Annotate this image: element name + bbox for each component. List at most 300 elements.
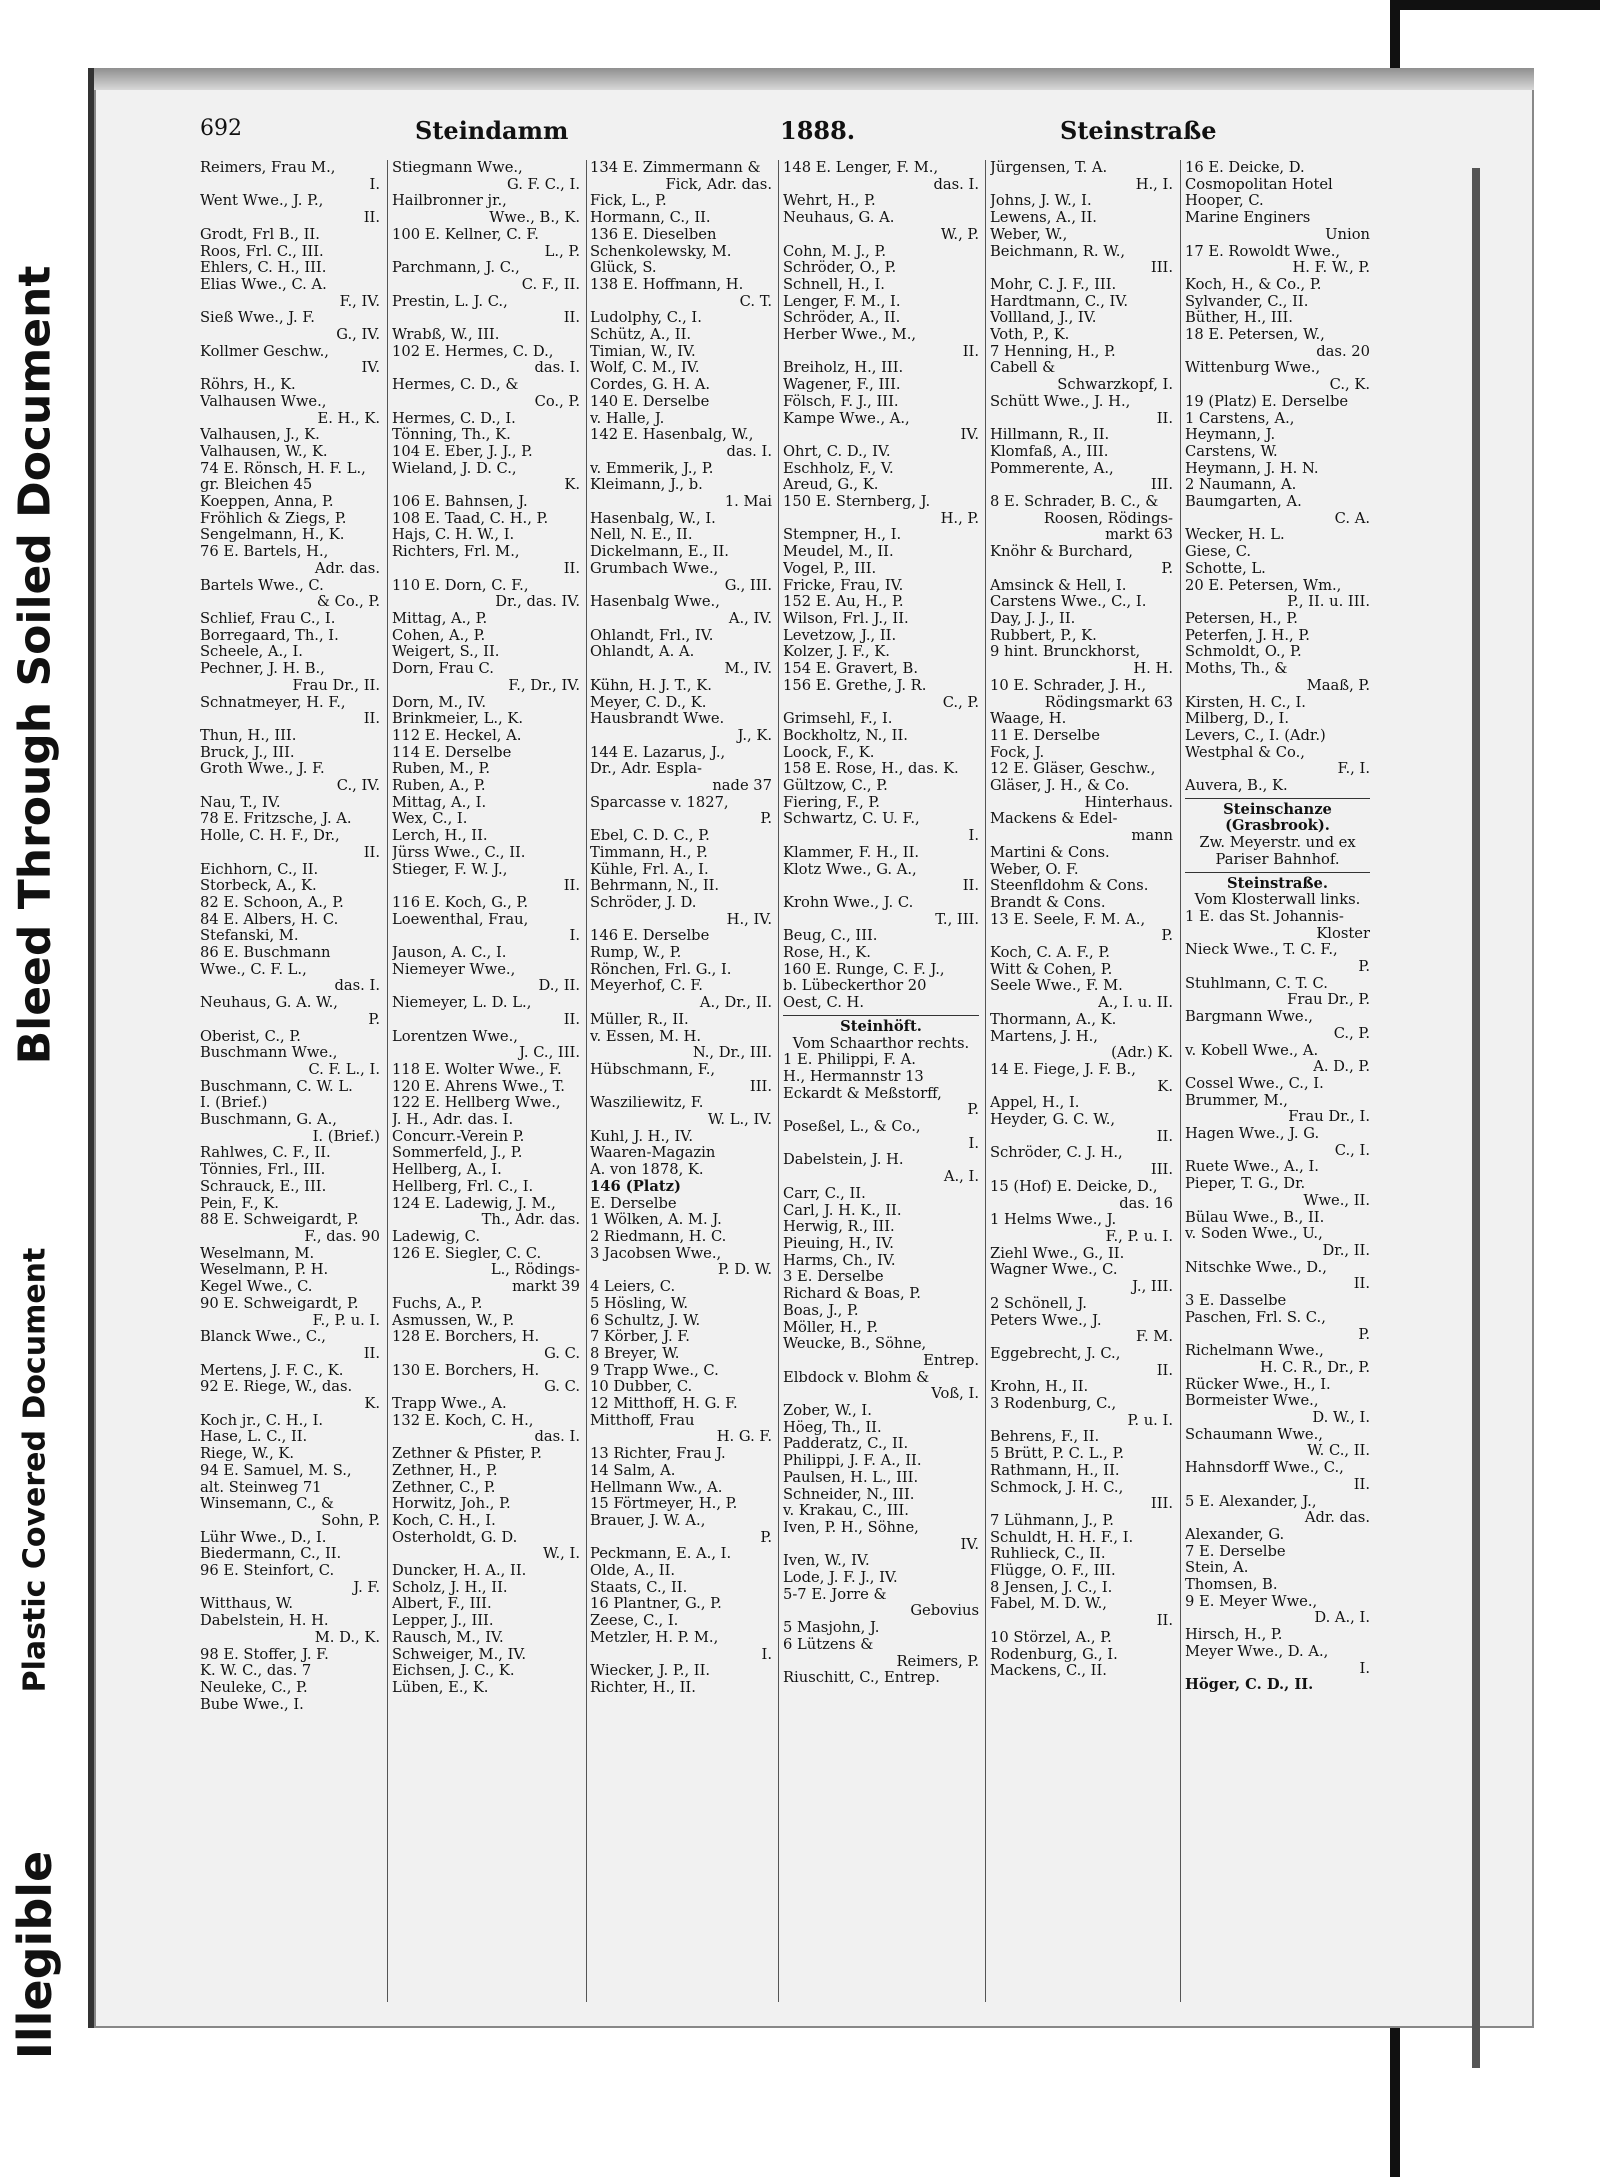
- directory-entry: 146 (Platz): [590, 1178, 681, 1195]
- directory-entry: Rump, W., P.: [590, 945, 682, 962]
- directory-entry: Kampe Wwe., A.,: [783, 410, 910, 427]
- directory-entry: Iven, P. H., Söhne,: [783, 1519, 919, 1536]
- directory-entry: Zethner, H., P.: [392, 1462, 498, 1479]
- directory-entry: Eichhorn, C., II.: [200, 861, 319, 878]
- entry-continuation: T., III.: [935, 911, 979, 928]
- directory-entry: Dabelstein, J. H.: [783, 1152, 904, 1169]
- directory-entry: Ludolphy, C., I.: [590, 310, 702, 327]
- entry-continuation: IV.: [361, 360, 380, 377]
- directory-entry: Mackens, C., II.: [990, 1663, 1107, 1680]
- column-rule: [387, 160, 388, 2002]
- entry-continuation: II.: [563, 1011, 580, 1028]
- directory-entry: Richard & Boas, P.: [783, 1286, 921, 1303]
- entry-continuation: II.: [363, 711, 380, 728]
- directory-entry: 2 Schönell, J.: [990, 1295, 1087, 1312]
- directory-entry: Schmock, J. H. C.,: [990, 1479, 1124, 1496]
- entry-continuation: C., P.: [1333, 1025, 1370, 1042]
- directory-entry: 5 Brütt, P. C. L., P.: [990, 1446, 1125, 1463]
- directory-entry: Hooper, C.: [1185, 193, 1264, 210]
- directory-entry: Stempner, H., I.: [783, 527, 902, 544]
- directory-entry: Elias Wwe., C. A.: [200, 276, 327, 293]
- directory-entry: Steenfldohm & Cons.: [990, 878, 1149, 895]
- entry-continuation: Adr. das.: [314, 560, 380, 577]
- directory-entry: Buschmann Wwe.,: [200, 1045, 338, 1062]
- entry-continuation: H., P.: [940, 510, 979, 527]
- entry-continuation: P.: [368, 1011, 380, 1028]
- directory-entry: Rücker Wwe., H., I.: [1185, 1376, 1331, 1393]
- directory-entry: Trapp Wwe., A.: [392, 1396, 507, 1413]
- directory-entry: 1 Helms Wwe., J.: [990, 1212, 1117, 1229]
- directory-entry: Alexander, G.: [1185, 1526, 1285, 1543]
- directory-entry: Heyder, G. C. W.,: [990, 1112, 1116, 1129]
- directory-entry: Petersen, H., P.: [1185, 610, 1298, 627]
- directory-entry: Hübschmann, F.,: [590, 1061, 716, 1078]
- entry-continuation: P.: [1161, 560, 1173, 577]
- directory-entry: Timmann, H., P.: [590, 844, 708, 861]
- directory-entry: Knöhr & Burchard,: [990, 544, 1133, 561]
- directory-entry: Waage, H.: [990, 711, 1067, 728]
- directory-entry: Peckmann, E. A., I.: [590, 1546, 732, 1563]
- entry-continuation: Hinterhaus.: [1084, 794, 1173, 811]
- directory-entry: Schnatmeyer, H. F.,: [200, 694, 346, 711]
- directory-entry: Vollland, J., IV.: [990, 310, 1097, 327]
- page-header: [200, 116, 1260, 156]
- entry-continuation: D. W., I.: [1312, 1410, 1370, 1427]
- directory-entry: Milberg, D., I.: [1185, 711, 1290, 728]
- directory-entry: 16 E. Deicke, D.: [1185, 160, 1305, 176]
- directory-entry: Weselmann, M.: [200, 1245, 315, 1262]
- directory-entry: 74 E. Rönsch, H. F. L.,: [200, 460, 366, 477]
- directory-entry: Schweiger, M., IV.: [392, 1646, 527, 1663]
- directory-entry: Ohrt, C. D., IV.: [783, 443, 891, 460]
- entry-continuation: C., K.: [1329, 377, 1370, 394]
- entry-continuation: A., Dr., II.: [699, 995, 772, 1012]
- directory-entry: Sieß Wwe., J. F.: [200, 310, 315, 327]
- page-number: 692: [200, 116, 242, 141]
- directory-entry: Niemeyer Wwe.,: [392, 961, 516, 978]
- entry-continuation: Rödingsmarkt 63: [1044, 694, 1173, 711]
- directory-entry: Hasenbalg, W., I.: [590, 510, 716, 527]
- directory-entry: Kegel Wwe., C.: [200, 1279, 313, 1296]
- directory-entry: Wrabß, W., III.: [392, 327, 500, 344]
- directory-entry: Areud, G., K.: [783, 477, 879, 494]
- directory-entry: Richters, Frl. M.,: [392, 544, 520, 561]
- entry-continuation: das. I.: [933, 176, 979, 193]
- entry-continuation: Roosen, Rödings-: [1043, 510, 1173, 527]
- directory-entry: 120 E. Ahrens Wwe., T.: [392, 1078, 565, 1095]
- directory-entry: Bube Wwe., I.: [200, 1696, 304, 1713]
- directory-entry: Schrauck, E., III.: [200, 1178, 327, 1195]
- directory-entry: Giese, C.: [1185, 544, 1252, 561]
- directory-entry: Zeese, C., I.: [590, 1613, 679, 1630]
- entry-continuation: N., Dr., III.: [692, 1045, 772, 1062]
- directory-entry: Schröder, A., II.: [783, 310, 901, 327]
- directory-entry: Riege, W., K.: [200, 1446, 295, 1463]
- directory-entry: Vogel, P., III.: [783, 560, 877, 577]
- directory-entry: Eggebrecht, J. C.,: [990, 1345, 1121, 1362]
- directory-entry: Kühn, H. J. T., K.: [590, 677, 712, 694]
- entry-continuation: I.: [569, 928, 580, 945]
- directory-entry: 154 E. Gravert, B.: [783, 661, 918, 678]
- directory-entry: H., Hermannstr 13: [783, 1068, 924, 1085]
- directory-entry: Paschen, Frl. S. C.,: [1185, 1309, 1326, 1326]
- entry-continuation: A., I. u. II.: [1098, 995, 1173, 1012]
- section-rule: [1185, 872, 1370, 873]
- directory-entry: 110 E. Dorn, C. F.,: [392, 577, 529, 594]
- directory-entry: K. W. C., das. 7: [200, 1663, 312, 1680]
- entry-continuation: III.: [1150, 1496, 1173, 1513]
- directory-entry: Sengelmann, H., K.: [200, 527, 345, 544]
- directory-entry: 130 E. Borchers, H.: [392, 1362, 540, 1379]
- directory-entry: Carstens, W.: [1185, 443, 1278, 460]
- directory-entry: 86 E. Buschmann: [200, 945, 331, 962]
- directory-entry: 104 E. Eber, J. J., P.: [392, 443, 533, 460]
- entry-continuation: Frau Dr., I.: [1288, 1109, 1370, 1126]
- section-rule: [783, 1015, 979, 1016]
- directory-entry: Breiholz, H., III.: [783, 360, 904, 377]
- directory-entry: v. Kobell Wwe., A.: [1185, 1042, 1319, 1059]
- directory-entry: Gläser, J. H., & Co.: [990, 778, 1130, 795]
- directory-entry: 7 Henning, H., P.: [990, 343, 1116, 360]
- directory-entry: 82 E. Schoon, A., P.: [200, 894, 344, 911]
- directory-entry: 92 E. Riege, W., das.: [200, 1379, 353, 1396]
- directory-entry: Behrmann, N., II.: [590, 878, 720, 895]
- entry-continuation: das. I.: [534, 360, 580, 377]
- entry-continuation: A., IV.: [728, 610, 772, 627]
- entry-continuation: nade 37: [712, 778, 772, 795]
- directory-entry: Koch, H., & Co., P.: [1185, 276, 1322, 293]
- directory-entry: Cabell &: [990, 360, 1056, 377]
- directory-entry: Buschmann, G. A.,: [200, 1112, 337, 1129]
- directory-entry: Lenger, F. M., I.: [783, 293, 901, 310]
- directory-entry: Koch jr., C. H., I.: [200, 1412, 324, 1429]
- directory-entry: Weselmann, P. H.: [200, 1262, 329, 1279]
- directory-entry: Rose, H., K.: [783, 945, 871, 962]
- directory-entry: Beug, C., III.: [783, 928, 878, 945]
- directory-entry: v. Krakau, C., III.: [783, 1503, 909, 1520]
- directory-entry: 7 Lühmann, J., P.: [990, 1512, 1114, 1529]
- directory-entry: Wagner Wwe., C.: [990, 1262, 1118, 1279]
- directory-entry: Witt & Cohen, P.: [990, 961, 1113, 978]
- directory-entry: Kuhl, J. H., IV.: [590, 1128, 694, 1145]
- directory-entry: 134 E. Zimmermann &: [590, 160, 761, 176]
- directory-entry: Asmussen, W., P.: [392, 1312, 515, 1329]
- entry-continuation: das. 16: [1119, 1195, 1173, 1212]
- directory-entry: 1 E. das St. Johannis-: [1185, 908, 1344, 925]
- column-rule: [778, 160, 779, 2002]
- directory-entry: Storbeck, A., K.: [200, 878, 317, 895]
- entry-continuation: Maaß, P.: [1306, 677, 1370, 694]
- directory-entry: 106 E. Bahnsen, J.: [392, 494, 528, 511]
- entry-continuation: P. u. I.: [1127, 1412, 1173, 1429]
- entry-continuation: II.: [962, 343, 979, 360]
- directory-entry: Marine Enginers: [1185, 210, 1311, 227]
- directory-entry: Krohn Wwe., J. C.: [783, 894, 914, 911]
- directory-entry: 6 Lützens &: [783, 1636, 874, 1653]
- directory-entry: Nau, T., IV.: [200, 794, 281, 811]
- directory-entry: Meyerhof, C. F.: [590, 978, 703, 995]
- directory-entry: Kirsten, H. C., I.: [1185, 694, 1306, 711]
- entry-continuation: II.: [563, 560, 580, 577]
- directory-entry: Meudel, M., II.: [783, 544, 894, 561]
- directory-entry: Hajs, C. H. W., I.: [392, 527, 515, 544]
- directory-entry: Gültzow, C., P.: [783, 778, 888, 795]
- entry-continuation: das. I.: [726, 443, 772, 460]
- directory-entry: Buschmann, C. W. L.: [200, 1078, 353, 1095]
- entry-continuation: G. C.: [544, 1345, 580, 1362]
- directory-entry: Pieper, T. G., Dr.: [1185, 1176, 1306, 1193]
- directory-entry: 142 E. Hasenbalg, W.,: [590, 427, 754, 444]
- directory-entry: Scholz, J. H., II.: [392, 1579, 508, 1596]
- directory-entry: Stein, A.: [1185, 1560, 1249, 1577]
- directory-entry: 160 E. Runge, C. F. J.,: [783, 961, 945, 978]
- directory-entry: 2 Naumann, A.: [1185, 477, 1297, 494]
- entry-continuation: Th., Adr. das.: [481, 1212, 580, 1229]
- directory-entry: Wieland, J. D. C.,: [392, 460, 517, 477]
- directory-entry: Schneider, N., III.: [783, 1486, 915, 1503]
- directory-entry: 2 Riedmann, H. C.: [590, 1229, 727, 1245]
- directory-entry: 17 E. Rowoldt Wwe.,: [1185, 243, 1341, 260]
- entry-continuation: I.: [761, 1646, 772, 1663]
- directory-entry: Amsinck & Hell, I.: [990, 577, 1127, 594]
- directory-entry: Duncker, H. A., II.: [392, 1563, 527, 1580]
- directory-entry: Ebel, C. D. C., P.: [590, 828, 710, 845]
- column-4: [783, 160, 979, 2002]
- directory-entry: Jauson, A. C., I.: [392, 945, 507, 962]
- entry-continuation: H. F. W., P.: [1292, 260, 1370, 277]
- directory-entry: Höeg, Th., II.: [783, 1419, 882, 1436]
- entry-continuation: P.: [1358, 959, 1370, 976]
- entry-continuation: D. A., I.: [1314, 1610, 1370, 1627]
- entry-continuation: das. I.: [334, 978, 380, 995]
- directory-entry: Stiegmann Wwe.,: [392, 160, 523, 176]
- directory-entry: 108 E. Taad, C. H., P.: [392, 510, 549, 527]
- directory-entry: 94 E. Samuel, M. S.,: [200, 1462, 352, 1479]
- directory-entry: Blanck Wwe., C.,: [200, 1329, 326, 1346]
- directory-entry: Lepper, J., III.: [392, 1613, 494, 1630]
- directory-entry: Ziehl Wwe., G., II.: [990, 1245, 1125, 1262]
- directory-entry: 158 E. Rose, H., das. K.: [783, 761, 959, 778]
- directory-entry: Wwe., C. F. L.,: [200, 961, 307, 978]
- directory-entry: 90 E. Schweigardt, P.: [200, 1295, 359, 1312]
- directory-entry: Hellberg, A., I.: [392, 1162, 502, 1179]
- directory-entry: Möller, H., P.: [783, 1319, 879, 1336]
- directory-entry: Harms, Ch., IV.: [783, 1252, 896, 1269]
- directory-entry: Fick, L., P.: [590, 193, 667, 210]
- entry-continuation: P.: [760, 1529, 772, 1546]
- directory-entry: Ruben, A., P.: [392, 778, 486, 795]
- header-right-title: Steinstraße: [1060, 116, 1217, 145]
- directory-entry: Carr, C., II.: [783, 1185, 866, 1202]
- directory-entry: 7 E. Derselbe: [1185, 1543, 1286, 1560]
- directory-entry: Brauer, J. W. A.,: [590, 1512, 706, 1529]
- directory-entry: 10 Störzel, A., P.: [990, 1629, 1112, 1646]
- entry-continuation: Union: [1325, 226, 1370, 243]
- directory-entry: Mackens & Edel-: [990, 811, 1118, 828]
- entry-continuation: H. C. R., Dr., P.: [1259, 1359, 1370, 1376]
- directory-entry: 136 E. Dieselben: [590, 226, 717, 243]
- directory-entry: Kleimann, J., b.: [590, 477, 703, 494]
- entry-continuation: K.: [564, 477, 580, 494]
- directory-entry: Wiecker, J. P., II.: [590, 1663, 711, 1680]
- directory-entry: Fröhlich & Ziegs, P.: [200, 510, 347, 527]
- entry-continuation: L., Rödings-: [490, 1262, 580, 1279]
- stamp-illegible: Illegible: [8, 1850, 62, 2060]
- entry-continuation: H., I.: [1135, 176, 1173, 193]
- directory-entry: Pommerente, A.,: [990, 460, 1114, 477]
- directory-entry: Iven, W., IV.: [783, 1553, 870, 1570]
- directory-entry: Ruhlieck, C., II.: [990, 1546, 1106, 1563]
- directory-entry: Grodt, Frl B., II.: [200, 226, 320, 243]
- directory-entry: Weigert, S., II.: [392, 644, 500, 661]
- stamp-bleed-through: Bleed Through Soiled Document: [9, 265, 61, 1065]
- directory-entry: Valhausen, W., K.: [200, 443, 328, 460]
- directory-entry: 4 Leiers, C.: [590, 1279, 676, 1296]
- entry-continuation: Dr., II.: [1322, 1243, 1370, 1259]
- entry-continuation: III.: [1150, 1162, 1173, 1179]
- directory-entry: A. von 1878, K.: [590, 1162, 704, 1179]
- directory-entry: Schnell, H., I.: [783, 276, 885, 293]
- entry-continuation: C., IV.: [336, 778, 380, 795]
- directory-entry: Albert, F., III.: [392, 1596, 492, 1613]
- directory-entry: Flügge, O. F., III.: [990, 1563, 1116, 1580]
- entry-continuation: III.: [749, 1078, 772, 1095]
- directory-entry: Nell, N. E., II.: [590, 527, 693, 544]
- directory-entry: 10 E. Schrader, J. H.,: [990, 677, 1147, 694]
- directory-entry: Hasenbalg Wwe.,: [590, 594, 720, 611]
- directory-entry: Carstens Wwe., C., I.: [990, 594, 1147, 611]
- directory-entry: Fock, J.: [990, 744, 1045, 761]
- directory-entry: Neuhaus, G. A. W.,: [200, 995, 338, 1012]
- directory-entry: 116 E. Koch, G., P.: [392, 894, 528, 911]
- directory-entry: Seele Wwe., F. M.: [990, 978, 1123, 995]
- entry-continuation: II.: [1353, 1476, 1370, 1493]
- entry-continuation: II.: [1156, 1613, 1173, 1630]
- directory-entry: Schaumann Wwe.,: [1185, 1426, 1323, 1443]
- directory-entry: Day, J. J., II.: [990, 610, 1076, 627]
- directory-entry: Oest, C. H.: [783, 995, 865, 1012]
- entry-continuation: C., I.: [1334, 1142, 1370, 1159]
- entry-continuation: & Co., P.: [316, 594, 380, 611]
- directory-entry: Holle, C. H. F., Dr.,: [200, 828, 340, 845]
- directory-entry: Stuhlmann, C. T. C.: [1185, 975, 1328, 992]
- entry-continuation: G. F. C., I.: [507, 176, 580, 193]
- directory-entry: Peterfen, J. H., P.: [1185, 627, 1310, 644]
- directory-entry: Mittag, A., P.: [392, 610, 488, 627]
- archival-stamp: [0, 0, 70, 2177]
- directory-entry: v. Emmerik, J., P.: [590, 460, 714, 477]
- directory-entry: Concurr.-Verein P.: [392, 1128, 525, 1145]
- directory-entry: 152 E. Au, H., P.: [783, 594, 904, 611]
- entry-continuation: P.: [1358, 1326, 1370, 1343]
- directory-entry: Went Wwe., J. P.,: [200, 193, 324, 210]
- entry-continuation: J. F.: [353, 1579, 380, 1596]
- column-rule: [586, 160, 587, 2002]
- street-heading: Steinstraße.: [1227, 875, 1328, 892]
- directory-entry: Moths, Th., &: [1185, 661, 1288, 678]
- directory-entry: Roos, Frl. C., III.: [200, 243, 324, 260]
- directory-entry: 20 E. Petersen, Wm.,: [1185, 577, 1342, 594]
- directory-entry: Levers, C., I. (Adr.): [1185, 727, 1326, 744]
- directory-entry: Reimers, Frau M.,: [200, 160, 336, 176]
- directory-entry: Schröder, J. D.: [590, 894, 697, 911]
- entry-continuation: C., P.: [942, 694, 979, 711]
- street-heading: Steinhöft.: [840, 1018, 922, 1035]
- entry-continuation: F., das. 90: [304, 1229, 380, 1245]
- directory-entry: Wagener, F., III.: [783, 377, 901, 394]
- directory-entry: Prestin, L. J. C.,: [392, 293, 508, 310]
- directory-entry: Timian, W., IV.: [590, 343, 696, 360]
- directory-entry: Lode, J. F. J., IV.: [783, 1570, 898, 1587]
- entry-continuation: II.: [1156, 1362, 1173, 1379]
- directory-entry: Schütz, A., II.: [590, 327, 692, 344]
- directory-entry: Scheele, A., I.: [200, 644, 303, 661]
- entry-continuation: G., IV.: [336, 327, 380, 344]
- directory-entry: Bartels Wwe., C.: [200, 577, 324, 594]
- directory-entry: Fiering, F., P.: [783, 794, 880, 811]
- directory-entry: Elbdock v. Blohm &: [783, 1369, 930, 1386]
- directory-entry: 1 E. Philippi, F. A.: [783, 1052, 916, 1069]
- directory-entry: Dorn, Frau C.: [392, 661, 494, 678]
- entry-continuation: Wwe., B., K.: [489, 210, 580, 227]
- directory-entry: Nieck Wwe., T. C. F.,: [1185, 942, 1338, 959]
- directory-entry: 16 Plantner, G., P.: [590, 1596, 722, 1613]
- directory-entry: Stieger, F. W. J.,: [392, 861, 508, 878]
- directory-entry: Eckardt & Meßstorff,: [783, 1085, 942, 1102]
- directory-entry: Westphal & Co.,: [1185, 744, 1305, 761]
- directory-entry: Beichmann, R. W.,: [990, 243, 1126, 260]
- directory-entry: Horwitz, Joh., P.: [392, 1496, 511, 1513]
- directory-entry: Brummer, M.,: [1185, 1092, 1288, 1109]
- entry-continuation: Reimers, P.: [896, 1653, 979, 1670]
- directory-entry: Klomfaß, A., III.: [990, 443, 1109, 460]
- directory-entry: Hausbrandt Wwe.: [590, 711, 725, 728]
- directory-entry: Klotz Wwe., G. A.,: [783, 861, 917, 878]
- directory-entry: Padderatz, C., II.: [783, 1436, 909, 1453]
- street-note: Vom Schaarthor rechts.: [792, 1035, 970, 1052]
- entry-continuation: II.: [1353, 1276, 1370, 1293]
- directory-entry: Brandt & Cons.: [990, 894, 1106, 911]
- directory-entry: 13 E. Seele, F. M. A.,: [990, 911, 1146, 928]
- directory-entry: Ruben, M., P.: [392, 761, 491, 778]
- directory-entry: Schlief, Frau C., I.: [200, 610, 336, 627]
- entry-continuation: H. H.: [1133, 661, 1173, 678]
- directory-entry: 10 Dubber, C.: [590, 1379, 693, 1396]
- directory-entry: Pein, F., K.: [200, 1195, 279, 1212]
- entry-continuation: II.: [1156, 410, 1173, 427]
- entry-continuation: F., Dr., IV.: [508, 677, 580, 694]
- directory-entry: Bormeister Wwe.,: [1185, 1393, 1319, 1410]
- entry-continuation: P.: [760, 811, 772, 828]
- entry-continuation: F., P. u. I.: [312, 1312, 380, 1329]
- directory-entry: Groth Wwe., J. F.: [200, 761, 325, 778]
- entry-continuation: das. I.: [534, 1429, 580, 1446]
- directory-entry: Weber, W.,: [990, 226, 1068, 243]
- directory-entry: Heymann, J. H. N.: [1185, 460, 1319, 477]
- entry-continuation: K.: [364, 1396, 380, 1413]
- entry-continuation: IV.: [960, 427, 979, 444]
- entry-continuation: P., II. u. III.: [1287, 594, 1370, 611]
- directory-entry: Tönning, Th., K.: [392, 427, 511, 444]
- directory-entry: Cohn, M. J., P.: [783, 243, 887, 260]
- directory-entry: Meyer Wwe., D. A.,: [1185, 1643, 1329, 1660]
- entry-continuation: G. C.: [544, 1379, 580, 1396]
- directory-entry: 15 Förtmeyer, H., P.: [590, 1496, 738, 1513]
- entry-continuation: mann: [1131, 828, 1173, 845]
- directory-entry: Olde, A., II.: [590, 1563, 676, 1580]
- directory-entry: Biedermann, C., II.: [200, 1546, 342, 1563]
- directory-entry: Peters Wwe., J.: [990, 1312, 1102, 1329]
